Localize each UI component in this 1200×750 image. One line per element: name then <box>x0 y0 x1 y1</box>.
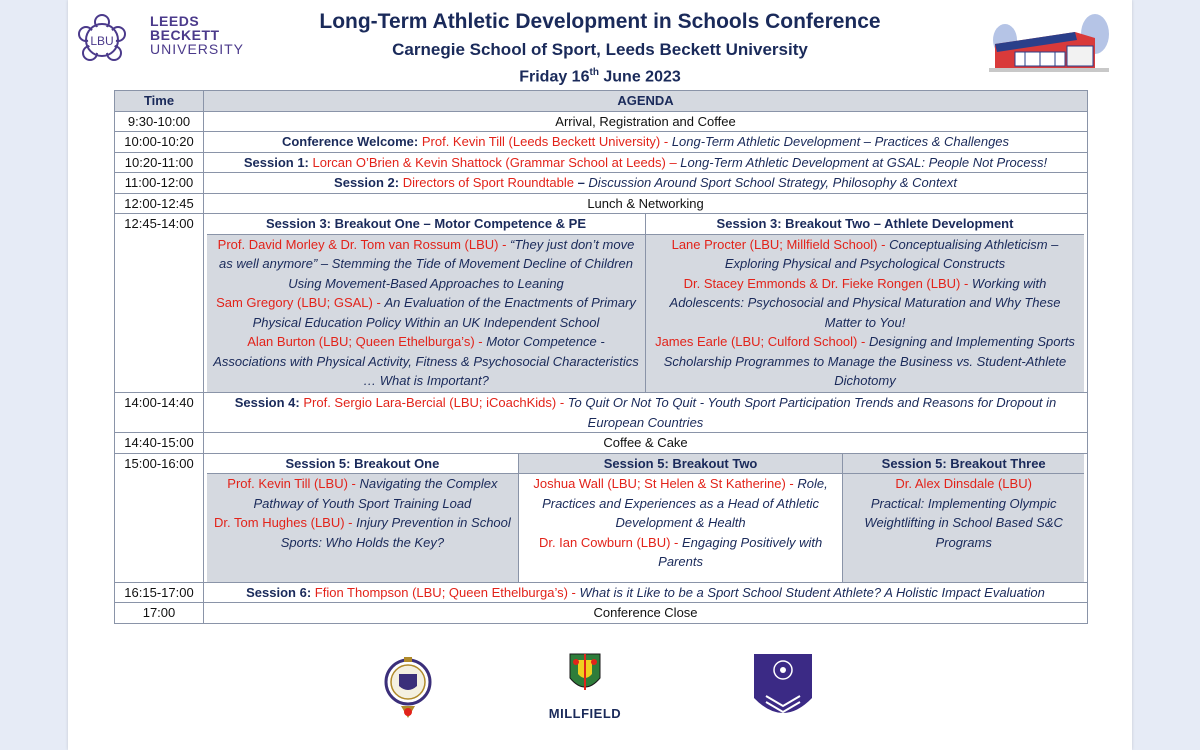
breakout-heading: Session 5: Breakout One <box>207 454 518 474</box>
breakout-cell <box>204 214 1088 393</box>
date-sup: th <box>589 67 599 78</box>
lbu-monogram: LBU <box>90 34 114 48</box>
speaker: Dr. Stacey Emmonds & Dr. Fieke Rongen (LBU) <box>683 275 961 291</box>
breakout-heading: Session 5: Breakout Three <box>843 454 1084 474</box>
talk-title: Navigating the Complex Pathway of Youth Sport Training Load <box>253 476 498 511</box>
col-time: Time <box>115 91 204 112</box>
date <box>250 62 950 88</box>
col-agenda: AGENDA <box>204 91 1088 112</box>
page-margin-left <box>0 0 68 750</box>
queen-ethelburgas-crest <box>383 652 433 722</box>
session-label: Session 6: <box>246 584 312 600</box>
talk-title: Long-Term Athletic Development – Practices & Challenges <box>671 134 1010 149</box>
separator: - <box>498 236 511 252</box>
header <box>250 8 950 88</box>
speaker: Directors of Sport Roundtable <box>399 175 574 190</box>
separator: - <box>372 295 385 310</box>
row-time: 16:15-17:00 <box>115 582 204 603</box>
table-row <box>115 433 1088 454</box>
millfield-wordmark: MILLFIELD <box>548 706 622 721</box>
row-time: 9:30-10:00 <box>115 111 204 132</box>
separator: - <box>344 515 357 530</box>
talk-item <box>211 235 641 294</box>
table-row <box>115 132 1088 153</box>
lbu-wordmark <box>150 14 244 56</box>
breakout-column <box>518 474 842 582</box>
talk-item <box>211 513 514 552</box>
row-time: 12:00-12:45 <box>115 193 204 214</box>
row-time: 10:00-10:20 <box>115 132 204 153</box>
separator: - <box>474 334 487 349</box>
talk-title: Designing and Implementing Sports Scholarship Programmes to Manage the Business vs. Student-Athlete Dichotomy <box>663 334 1075 388</box>
table-row <box>115 582 1088 603</box>
row-text: Lunch & Networking <box>204 193 1088 214</box>
breakout-table <box>207 454 1084 582</box>
speaker: Prof. David Morley & Dr. Tom van Rossum (LBU) <box>217 236 499 252</box>
speaker: Dr. Tom Hughes (LBU) <box>214 515 345 530</box>
table-header-row <box>115 91 1088 112</box>
breakout-column <box>646 234 1085 392</box>
speaker: Ffion Thompson (LBU; Queen Ethelburga’s) <box>311 584 568 600</box>
table-row <box>115 393 1088 433</box>
talk-item <box>650 274 1080 333</box>
venue: Carnegie School of Sport, Leeds Beckett University <box>392 40 808 59</box>
table-row <box>115 152 1088 173</box>
separator: - <box>660 134 672 149</box>
talk-item <box>211 332 641 391</box>
talk-title: Working with Adolescents: Psychosocial and Physical Maturation and Why These Matter to You! <box>669 275 1061 330</box>
table-row <box>115 111 1088 132</box>
speaker: Dr. Alex Dinsdale (LBU) <box>895 476 1032 491</box>
separator: – <box>573 175 589 190</box>
lbu-line1: LEEDS <box>150 13 200 29</box>
breakout-heading: Session 3: Breakout Two – Athlete Development <box>646 214 1085 234</box>
table-row <box>115 193 1088 214</box>
talk-title: Role, Practices and Experiences as a Head of Athletic Development & Health <box>542 476 828 530</box>
table-row <box>115 603 1088 624</box>
separator: - <box>877 236 890 252</box>
speaker: Lane Procter (LBU; Millfield School) <box>671 236 878 252</box>
row-time: 14:40-15:00 <box>115 433 204 454</box>
row-time: 12:45-14:00 <box>115 214 204 393</box>
page-margin-right <box>1132 0 1200 750</box>
talk-title: An Evaluation of the Enactments of Primary Physical Education Policy Within an UK Independent School <box>252 295 636 330</box>
talk-title: Injury Prevention in School Sports: Who Holds the Key? <box>280 515 511 550</box>
session-label: Session 2: <box>334 175 400 190</box>
lbu-shield-crest <box>752 652 814 726</box>
speaker: Dr. Ian Cowburn (LBU) <box>538 534 671 550</box>
row-session <box>204 152 1088 173</box>
talk-title: Practical: Implementing Olympic Weightlifting in School Based S&C Programs <box>864 495 1063 550</box>
separator: – <box>665 154 681 170</box>
talk-title: Engaging Positively with Parents <box>658 534 823 569</box>
talk-title: Long-Term Athletic Development at GSAL: People Not Process! <box>680 154 1048 170</box>
page-title: Long-Term Athletic Development in Schools Conference <box>319 10 881 33</box>
row-session <box>204 132 1088 153</box>
speaker: Joshua Wall (LBU; St Helen & St Katherine) <box>533 476 786 491</box>
lbu-line3: UNIVERSITY <box>150 41 245 57</box>
separator: - <box>556 395 568 410</box>
table-row <box>115 453 1088 582</box>
session-label: Session 4: <box>234 395 300 410</box>
breakout-table <box>207 214 1084 392</box>
row-time: 15:00-16:00 <box>115 453 204 582</box>
breakout-column <box>207 234 646 392</box>
session-label: Session 1: <box>243 154 309 170</box>
building-illustration <box>985 2 1113 80</box>
lbu-line2: BECKETT <box>150 27 220 43</box>
breakout-column <box>843 474 1084 582</box>
speaker: Prof. Kevin Till (Leeds Beckett University) <box>418 134 661 149</box>
row-session <box>204 582 1088 603</box>
talk-title: What is it Like to be a Sport School Student Athlete? A Holistic Impact Evaluation <box>579 584 1045 600</box>
separator: - <box>347 476 360 491</box>
breakout-heading: Session 3: Breakout One – Motor Competence & PE <box>207 214 646 234</box>
talk-item <box>650 332 1080 391</box>
millfield-crest <box>548 650 622 700</box>
talk-item <box>523 533 838 572</box>
row-session <box>204 393 1088 433</box>
date-suffix: June 2023 <box>598 68 681 86</box>
row-text: Arrival, Registration and Coffee <box>204 111 1088 132</box>
separator: - <box>857 334 869 349</box>
talk-title: Discussion Around Sport School Strategy, Philosophy & Context <box>588 175 957 190</box>
talk-title: To Quit Or Not To Quit - Youth Sport Participation Trends and Reasons for Dropout in European Countries <box>567 395 1057 430</box>
separator: - <box>670 534 682 550</box>
talk-item <box>523 474 838 533</box>
speaker: Lorcan O’Brien & Kevin Shattock (Grammar School at Leeds) <box>308 154 666 170</box>
speaker: Prof. Sergio Lara-Bercial (LBU; iCoachKids) <box>299 395 557 410</box>
breakout-column <box>207 474 518 582</box>
speaker: Prof. Kevin Till (LBU) <box>227 476 348 491</box>
row-time: 10:20-11:00 <box>115 152 204 173</box>
talk-title: “They just don’t move as well anymore” – Stemming the Tide of Movement Decline of Children Using Movement-Based Approaches to Leaning <box>219 236 635 291</box>
separator: - <box>567 584 580 600</box>
talk-title: Conceptualising Athleticism – Exploring Physical and Psychological Constructs <box>724 236 1059 271</box>
table-row <box>115 214 1088 393</box>
session-label: Conference Welcome: <box>281 134 419 149</box>
talk-item <box>211 293 641 332</box>
talk-title: Motor Competence - Associations with Physical Activity, Fitness & Psychosocial Characteristics … What is Important? <box>213 334 639 388</box>
speaker: Alan Burton (LBU; Queen Ethelburga’s) <box>247 334 475 349</box>
speaker: James Earle (LBU; Culford School) <box>655 334 858 349</box>
row-text: Coffee & Cake <box>204 433 1088 454</box>
row-time: 14:00-14:40 <box>115 393 204 433</box>
breakout-cell <box>204 453 1088 582</box>
separator: - <box>960 275 972 291</box>
breakout-heading: Session 5: Breakout Two <box>518 454 842 474</box>
row-text: Conference Close <box>204 603 1088 624</box>
talk-item <box>211 474 514 513</box>
row-time: 17:00 <box>115 603 204 624</box>
speaker: Sam Gregory (LBU; GSAL) <box>216 295 373 310</box>
separator: - <box>785 476 798 491</box>
row-session <box>204 173 1088 194</box>
row-time: 11:00-12:00 <box>115 173 204 194</box>
agenda-table <box>114 90 1088 624</box>
table-row <box>115 173 1088 194</box>
date-prefix: Friday 16 <box>519 68 590 86</box>
talk-item <box>650 235 1080 274</box>
